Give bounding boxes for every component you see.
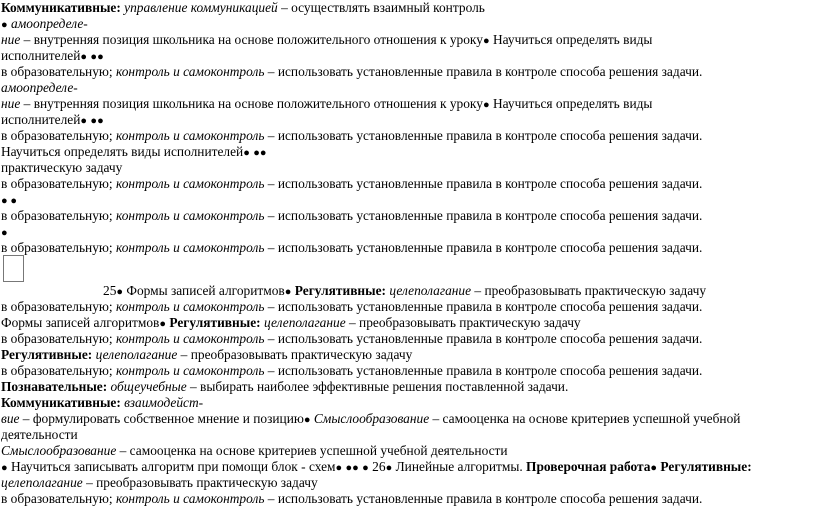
italic-term: амоопределе- <box>11 16 88 31</box>
bullet-pair-icon: ●● <box>253 147 267 159</box>
line-text: – использовать установленные правила в контроле способа решения задачи. <box>264 491 703 506</box>
line-regulatory <box>1 347 412 363</box>
line-self-determination-1 <box>1 16 88 33</box>
section-label: Регулятивные: <box>1 347 93 362</box>
line-text-pre: в образовательную; <box>1 363 116 378</box>
bullet-icon: ● <box>303 414 311 426</box>
line-control-5 <box>1 240 702 256</box>
line-text: – формулировать собственное мнение и позицию <box>19 411 304 426</box>
empty-box <box>3 255 24 282</box>
line-text: – преобразовывать практическую задачу <box>345 315 581 330</box>
line-control-2 <box>1 128 702 144</box>
italic-term: ние <box>1 96 21 111</box>
italic-term: целеполагание <box>386 283 472 298</box>
line-bullets <box>1 192 17 209</box>
line-text-pre: в образовательную; <box>1 64 116 79</box>
line-communicative-1 <box>1 0 485 16</box>
bullet-icon: ● <box>385 462 393 474</box>
line-control-6 <box>1 299 702 315</box>
line-inner-position-2 <box>1 96 652 113</box>
line-performers-3 <box>1 144 267 161</box>
bullet-icon: ● <box>1 19 8 31</box>
line-text: – использовать установленные правила в контроле способа решения задачи. <box>264 240 703 255</box>
line-text: – использовать установленные правила в контроле способа решения задачи. <box>264 128 703 143</box>
line-text: – использовать установленные правила в контроле способа решения задачи. <box>264 363 703 378</box>
line-text-pre: в образовательную; <box>1 208 116 223</box>
line-communicative-2 <box>1 395 203 411</box>
bullet-pair-icon: ●● <box>345 462 359 474</box>
italic-term: контроль и самоконтроль <box>115 363 265 378</box>
line-text: – использовать установленные правила в контроле способа решения задачи. <box>264 299 703 314</box>
italic-term: контроль и самоконтроль <box>115 208 265 223</box>
line-text: – самооценка на основе критериев успешной учебной деятельности <box>116 443 508 458</box>
line-text: – использовать установленные правила в контроле способа решения задачи. <box>264 176 703 191</box>
bullet-icon: ● <box>1 462 8 474</box>
bullet-icon: ● <box>335 462 343 474</box>
italic-term: ние <box>1 32 21 47</box>
italic-term: контроль и самоконтроль <box>115 491 265 506</box>
line-text-pre: в образовательную; <box>1 176 116 191</box>
bullet-icon: ● <box>243 147 250 159</box>
italic-term: контроль и самоконтроль <box>115 64 265 79</box>
line-control-9 <box>1 491 702 507</box>
italic-term: целеполагание <box>260 315 346 330</box>
line-text-tail: Научиться определять виды <box>489 96 653 111</box>
line-text-tail: Научиться определять виды <box>489 32 653 47</box>
line-control-1 <box>1 64 702 80</box>
line-text: практическую задачу <box>1 160 123 175</box>
line-text: Научиться записывать алгоритм при помощи блок - схем <box>7 459 336 474</box>
line-text-pre: в образовательную; <box>1 331 116 346</box>
line-control-7 <box>1 331 702 347</box>
italic-term: общеучебные <box>107 379 187 394</box>
line-self-determination-2 <box>1 80 78 96</box>
lesson-title: Линейные алгоритмы. <box>392 459 523 474</box>
bullet-icon: ● <box>116 286 124 298</box>
italic-term: взаимодейст- <box>120 395 204 410</box>
line-performers-1 <box>1 48 104 65</box>
lesson-number: 26 <box>368 459 386 474</box>
line-text: – преобразовывать практическую задачу <box>82 475 318 490</box>
italic-term: контроль и самоконтроль <box>115 128 265 143</box>
bullet-icon: ● <box>362 462 369 474</box>
line-interaction <box>1 411 740 428</box>
line-text: исполнителей <box>1 48 81 63</box>
line-text-pre: в образовательную; <box>1 491 116 506</box>
section-label: Коммуникативные: <box>1 0 121 15</box>
italic-term: контроль и самоконтроль <box>115 299 265 314</box>
line-text: – осуществлять взаимный контроль <box>277 0 485 15</box>
bullet-pair-icon: ●● <box>90 115 104 127</box>
line-text: – использовать установленные правила в контроле способа решения задачи. <box>264 331 703 346</box>
line-performers-2 <box>1 112 104 129</box>
line-lesson-25 <box>103 283 706 300</box>
bullet-icon: ● <box>159 318 166 330</box>
line-lesson-26 <box>1 459 752 476</box>
line-text: – внутренняя позиция школьника на основе положительного отношения к уроку <box>20 96 483 111</box>
italic-term: целеполагание <box>92 347 178 362</box>
section-label: Коммуникативные: <box>1 395 121 410</box>
italic-term: целеполагание <box>1 475 83 490</box>
bullet-spaced-icon: ● ● <box>1 195 18 207</box>
section-label: Проверочная работа <box>522 459 651 474</box>
lesson-title: Формы записей алгоритмов <box>1 315 160 330</box>
line-practical-task <box>1 160 122 176</box>
bullet-icon: ● <box>80 115 88 127</box>
italic-term: контроль и самоконтроль <box>115 331 265 346</box>
line-text: – преобразовывать практическую задачу <box>177 347 413 362</box>
line-text: Научиться определять виды исполнителей <box>1 144 244 159</box>
line-control-3 <box>1 176 702 192</box>
line-inner-position-1 <box>1 32 652 49</box>
line-text: – выбирать наиболее эффективные решения поставленной задачи. <box>186 379 569 394</box>
line-goal-setting <box>1 475 318 491</box>
bullet-pair-icon: ●● <box>90 51 104 63</box>
line-control-4 <box>1 208 702 224</box>
line-text: – самооценка на основе критериев успешной учебной <box>429 411 741 426</box>
line-text: – внутренняя позиция школьника на основе положительного отношения к уроку <box>20 32 483 47</box>
section-label: Регулятивные: <box>291 283 386 298</box>
section-label: Познавательные: <box>1 379 108 394</box>
italic-term: контроль и самоконтроль <box>115 240 265 255</box>
line-bullet <box>1 224 8 241</box>
line-algorithm-forms <box>1 315 581 332</box>
line-text-pre: в образовательную; <box>1 299 116 314</box>
italic-term: Смыслообразование <box>1 443 117 458</box>
line-text: исполнителей <box>1 112 81 127</box>
bullet-icon: ● <box>80 51 88 63</box>
section-label: Регулятивные: <box>657 459 752 474</box>
line-control-8 <box>1 363 702 379</box>
bullet-icon: ● <box>650 462 658 474</box>
italic-term: Смыслообразование <box>310 411 430 426</box>
bullet-icon: ● <box>284 286 292 298</box>
italic-term: управление коммуникацией <box>124 0 278 15</box>
line-text: – использовать установленные правила в контроле способа решения задачи. <box>264 208 703 223</box>
section-label: Регулятивные: <box>166 315 261 330</box>
bullet-icon: ● <box>1 227 8 239</box>
line-text: – преобразовывать практическую задачу <box>471 283 707 298</box>
line-text-pre: в образовательную; <box>1 240 116 255</box>
line-cognitive <box>1 379 568 395</box>
lesson-number: 25 <box>103 283 117 298</box>
italic-term: контроль и самоконтроль <box>115 176 265 191</box>
line-text: – использовать установленные правила в контроле способа решения задачи. <box>264 64 703 79</box>
bullet-icon: ● <box>482 99 490 111</box>
line-text: деятельности <box>1 427 78 442</box>
bullet-icon: ● <box>482 35 490 47</box>
line-text-pre: в образовательную; <box>1 128 116 143</box>
lesson-title: Формы записей алгоритмов <box>123 283 285 298</box>
line-activity <box>1 427 78 443</box>
italic-term: вие <box>1 411 20 426</box>
italic-term: амоопределе- <box>1 80 78 95</box>
line-meaning-formation <box>1 443 508 459</box>
